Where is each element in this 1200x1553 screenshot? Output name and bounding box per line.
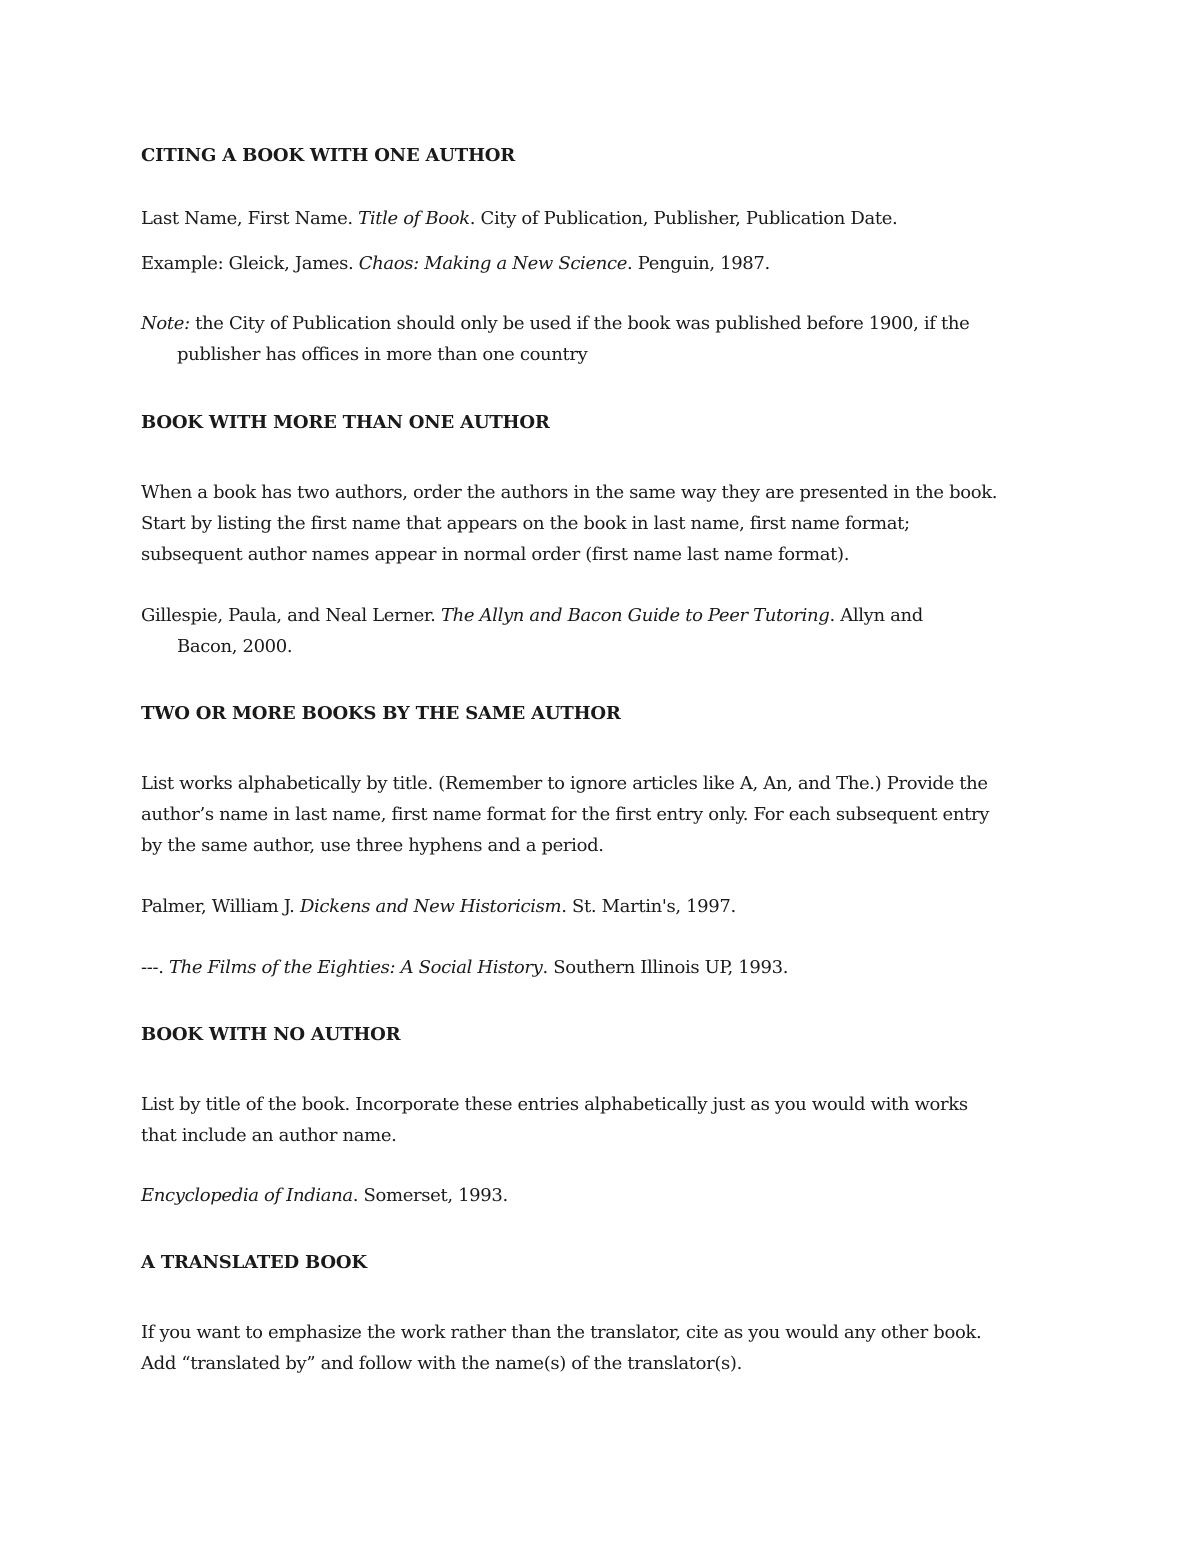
multi-author-para-line-1: When a book has two authors, order the authors in the same way they are presented in the book. (141, 482, 998, 503)
example-title: Chaos: Making a New Science (358, 253, 628, 274)
same-author-example-2 (141, 952, 1071, 983)
multi-author-example-line-1 (141, 600, 1071, 631)
same-ex1-title: Dickens and New Historicism (299, 896, 562, 917)
same-ex1-post: . St. Martin's, 1997. (561, 896, 736, 917)
note-label: Note: (141, 313, 190, 334)
multi-example-pre: Gillespie, Paula, and Neal Lerner. (141, 605, 441, 626)
example-one-author (141, 248, 1071, 279)
heading-no-author: BOOK WITH NO AUTHOR (141, 1024, 401, 1045)
same-author-example-1 (141, 891, 1071, 922)
heading-multi-author: BOOK WITH MORE THAN ONE AUTHOR (141, 412, 550, 433)
heading-translated: A TRANSLATED BOOK (141, 1252, 367, 1273)
no-author-para-line-1: List by title of the book. Incorporate these entries alphabetically just as you would with works (141, 1094, 968, 1115)
example-post: . Penguin, 1987. (627, 253, 770, 274)
multi-example-title: The Allyn and Bacon Guide to Peer Tutoring (440, 605, 830, 626)
no-author-example (141, 1180, 1071, 1211)
translated-para-line-1: If you want to emphasize the work rather than the translator, cite as you would any other book. (141, 1322, 982, 1343)
same-ex2-pre: ---. (141, 957, 169, 978)
no-author-title: Encyclopedia of Indiana (141, 1185, 353, 1206)
no-author-post: . Somerset, 1993. (352, 1185, 508, 1206)
translated-para-line-2: Add “translated by” and follow with the name(s) of the translator(s). (141, 1353, 742, 1374)
note-line-1 (141, 308, 1071, 339)
multi-author-para-line-2: Start by listing the first name that appears on the book in last name, first name format; (141, 513, 910, 534)
same-author-para-line-2: author’s name in last name, first name format for the first entry only. For each subsequent entry (141, 804, 990, 825)
note-line-2: publisher has offices in more than one country (177, 344, 588, 365)
same-ex2-title: The Films of the Eighties: A Social History (168, 957, 543, 978)
no-author-para-line-2: that include an author name. (141, 1125, 397, 1146)
multi-author-example-line-2: Bacon, 2000. (177, 636, 293, 657)
note-text-1: the City of Publication should only be used if the book was published before 1900, if the (189, 313, 970, 334)
heading-one-author: CITING A BOOK WITH ONE AUTHOR (141, 145, 516, 166)
format-pre: Last Name, First Name. (141, 208, 359, 229)
format-post: . City of Publication, Publisher, Publication Date. (469, 208, 898, 229)
multi-example-post1: . Allyn and (829, 605, 923, 626)
format-title: Title of Book (358, 208, 470, 229)
multi-author-para-line-3: subsequent author names appear in normal order (first name last name format). (141, 544, 850, 565)
example-pre: Example: Gleick, James. (141, 253, 359, 274)
same-author-para-line-3: by the same author, use three hyphens and a period. (141, 835, 604, 856)
same-ex2-post: . Southern Illinois UP, 1993. (542, 957, 789, 978)
heading-same-author: TWO OR MORE BOOKS BY THE SAME AUTHOR (141, 703, 621, 724)
same-author-para-line-1: List works alphabetically by title. (Remember to ignore articles like A, An, and The.) Provide the (141, 773, 988, 794)
format-line (141, 203, 1071, 234)
same-ex1-pre: Palmer, William J. (141, 896, 300, 917)
